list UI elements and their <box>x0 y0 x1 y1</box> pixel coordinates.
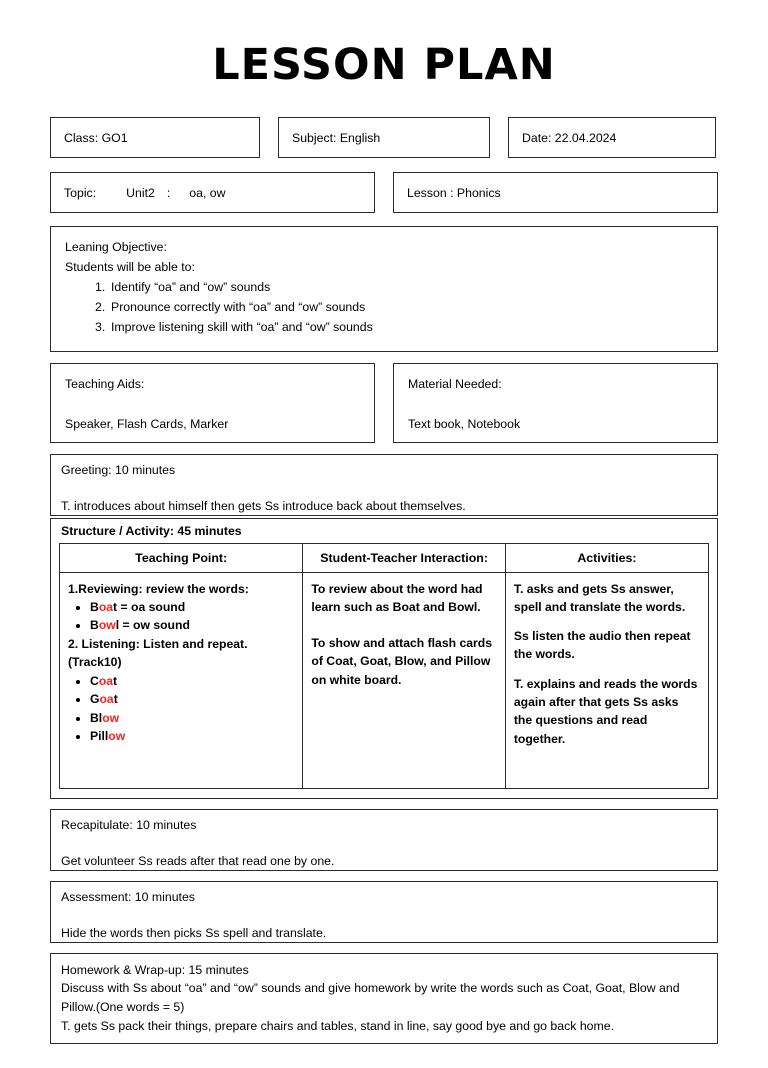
assessment-heading: Assessment: 10 minutes <box>61 889 195 904</box>
list-item: • Bowl = ow sound <box>90 616 294 635</box>
teaching-aids-box <box>50 363 375 443</box>
objective-subheading: Students will be able to: <box>65 259 195 274</box>
cell-teaching-point <box>60 572 303 788</box>
assessment-box <box>50 881 718 943</box>
interaction-para-2: To show and attach flash cards of Coat, Goat, Blow, and Pillow on white board. <box>311 636 492 687</box>
objective-list <box>65 278 703 338</box>
aids-material-row <box>50 363 718 443</box>
teaching-point-item-2: 2. Listening: Listen and repeat. <box>68 636 248 651</box>
lesson-plan-document <box>0 40 768 1068</box>
learning-objective-box <box>50 226 718 352</box>
column-header-activities: Activities: <box>505 543 708 572</box>
subject-field: Subject: English <box>278 117 490 158</box>
recapitulate-heading: Recapitulate: 10 minutes <box>61 817 197 832</box>
topic-label: Topic: <box>64 185 97 200</box>
topic-field <box>50 172 375 213</box>
topic-unit: Unit2 <box>126 185 155 200</box>
header-row <box>50 117 718 158</box>
list-item: 2. Pronounce correctly with “oa” and “ow” sounds <box>95 299 366 314</box>
column-header-interaction: Student-Teacher Interaction: <box>303 543 505 572</box>
teaching-point-track: (Track10) <box>68 655 122 670</box>
material-needed-box <box>393 363 718 443</box>
recapitulate-box <box>50 809 718 871</box>
list-item: • Pillow <box>90 727 294 746</box>
teaching-point-item-1: 1.Reviewing: review the words: <box>68 581 249 596</box>
homework-box <box>50 953 718 1045</box>
list-item: • Blow <box>90 709 294 728</box>
assessment-body: Hide the words then picks Ss spell and translate. <box>61 925 327 940</box>
recapitulate-body: Get volunteer Ss reads after that read one by one. <box>61 853 335 868</box>
list-item: 1. Identify “oa” and “ow” sounds <box>95 279 271 294</box>
table-header-row <box>60 543 709 572</box>
greeting-box <box>50 454 718 516</box>
teaching-aids-value: Speaker, Flash Cards, Marker <box>65 416 229 431</box>
teaching-point-bullets-1 <box>68 598 294 635</box>
activity-para-2: Ss listen the audio then repeat the words. <box>513 629 691 662</box>
objective-heading: Leaning Objective: <box>65 240 167 254</box>
cell-interaction <box>303 572 505 788</box>
structure-activity-box <box>50 518 718 799</box>
teaching-point-bullets-2 <box>68 672 294 746</box>
activity-para-3: T. explains and reads the words again after that gets Ss asks the questions and read together. <box>513 676 698 746</box>
list-item: 3. Improve listening skill with “oa” and “ow” sounds <box>95 319 373 334</box>
page-title: LESSON PLAN <box>212 40 556 90</box>
lesson-field: Lesson : Phonics <box>393 172 718 213</box>
column-header-teaching-point: Teaching Point: <box>60 543 303 572</box>
greeting-body: T. introduces about himself then gets Ss introduce back about themselves. <box>61 498 466 513</box>
topic-colon: : <box>166 185 171 200</box>
activity-para-1: T. asks and gets Ss answer, spell and translate the words. <box>513 581 686 614</box>
interaction-para-1: To review about the word had learn such as Boat and Bowl. <box>311 581 483 614</box>
table-row <box>60 572 709 788</box>
homework-line-2: T. gets Ss pack their things, prepare chairs and tables, stand in line, say good bye and go back home. <box>61 1018 615 1033</box>
date-field: Date: 22.04.2024 <box>508 117 716 158</box>
topic-row <box>50 172 718 213</box>
topic-value: oa, ow <box>189 185 226 200</box>
homework-line-1: Discuss with Ss about “oa” and “ow” sounds and give homework by write the words such as Coat, Goat, Blow and Pillow.(One words = 5) <box>61 981 680 1014</box>
material-needed-value: Text book, Notebook <box>408 416 521 431</box>
homework-heading: Homework & Wrap-up: 15 minutes <box>61 962 249 977</box>
cell-activities <box>505 572 708 788</box>
material-needed-heading: Material Needed: <box>408 376 502 391</box>
list-item: • Boat = oa sound <box>90 598 294 617</box>
class-field: Class: GO1 <box>50 117 260 158</box>
greeting-heading: Greeting: 10 minutes <box>61 462 176 477</box>
structure-heading: Structure / Activity: 45 minutes <box>61 523 242 538</box>
teaching-aids-heading: Teaching Aids: <box>65 376 145 391</box>
activity-table <box>59 543 709 789</box>
list-item: • Coat <box>90 672 294 691</box>
list-item: • Goat <box>90 690 294 709</box>
